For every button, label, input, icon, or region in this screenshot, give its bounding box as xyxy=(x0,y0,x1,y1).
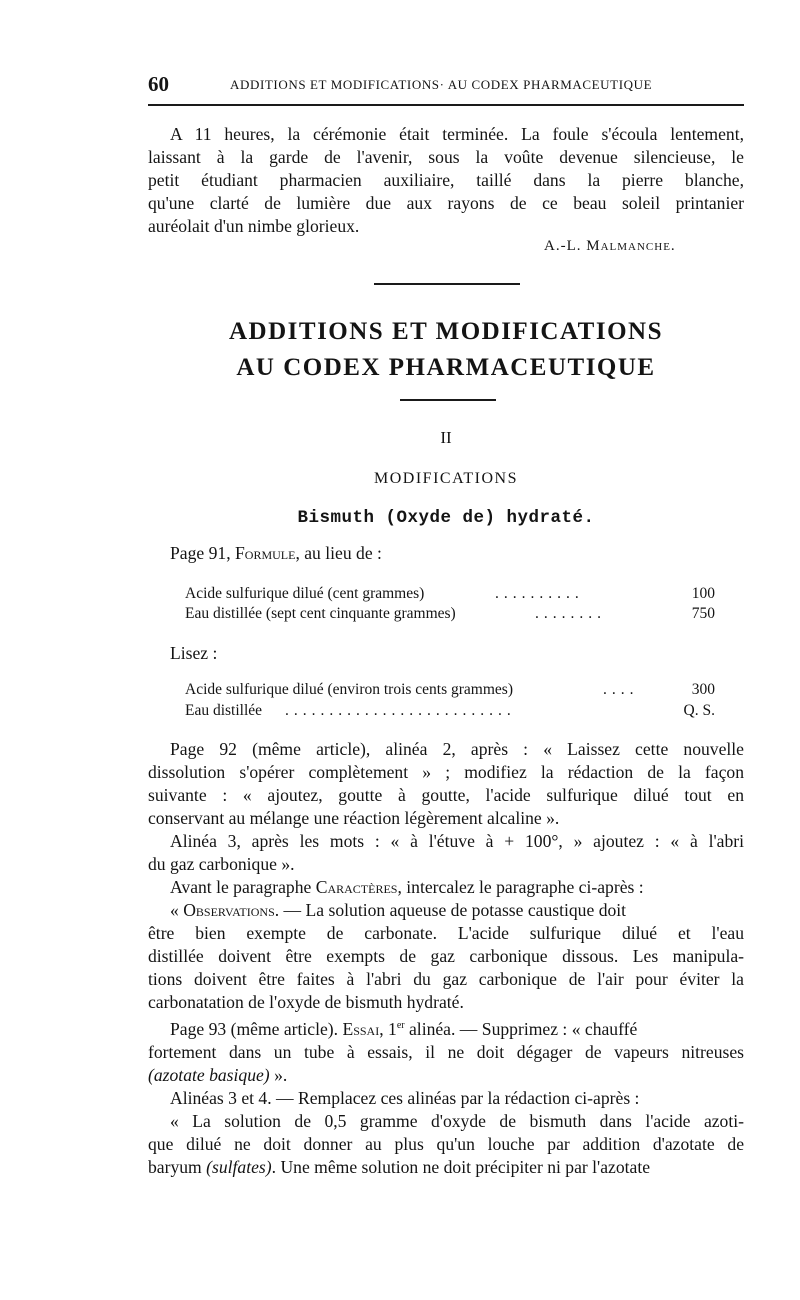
formula-old-row xyxy=(185,605,715,625)
text-line: suivante : « ajoutez, goutte à goutte, l'acide sulfurique dilué tout en xyxy=(148,785,744,805)
ingredient-value: 750 xyxy=(691,605,715,622)
text-line: être bien exempte de carbonate. L'acide sulfurique dilué et l'eau xyxy=(148,923,744,943)
ingredient-value: 100 xyxy=(691,585,715,602)
ingredient-label: Eau distillée xyxy=(185,702,263,719)
para7-after: . Une même solution ne doit précipiter ni par l'azotate xyxy=(271,1156,651,1177)
ingredient-label: Eau distillée (sept cent cinquante grammes) xyxy=(185,605,456,622)
page91-instruction xyxy=(170,543,382,564)
text-line: conservant au mélange une réaction légèrement alcaline ». xyxy=(148,808,560,828)
text-line: Page 92 (même article), alinéa 2, après : « Laissez cette nouvelle xyxy=(170,739,744,759)
page-header xyxy=(148,72,744,98)
header-rule xyxy=(148,104,744,106)
leader-dots: .......................... xyxy=(285,702,516,719)
caracteres-keyword: Caractères xyxy=(315,877,398,897)
page91-prefix: Page 91, xyxy=(170,543,235,563)
body-text xyxy=(148,738,744,1179)
text-line: dissolution s'opérer complètement » ; modifiez la rédaction de la façon xyxy=(148,762,744,782)
superscript: er xyxy=(396,1020,405,1031)
text-line xyxy=(148,1064,744,1087)
formula-old-row xyxy=(185,585,715,605)
title-divider xyxy=(400,399,496,401)
para5-middle: , 1 xyxy=(379,1018,397,1039)
text-line xyxy=(148,899,744,922)
text-line xyxy=(148,1156,744,1179)
essai-keyword: Essai xyxy=(342,1018,380,1039)
text-line: Alinéa 3, après les mots : « à l'étuve à + 100°, » ajoutez : « à l'abri xyxy=(170,831,744,851)
text-line: A 11 heures, la cérémonie était terminée. La foule s'écoula lentement, xyxy=(170,124,744,144)
ingredient-label: Acide sulfurique dilué (environ trois cents grammes) xyxy=(185,681,513,698)
page-number: 60 xyxy=(148,72,169,96)
observations-keyword: Observations xyxy=(183,900,275,920)
subject-heading: Bismuth (Oxyde de) hydraté. xyxy=(297,508,595,528)
text-line: laissant à la garde de l'avenir, sous la voûte devenue silencieuse, le xyxy=(148,147,744,167)
text-line: tions doivent être faites à l'abri du gaz carbonique de l'air pour éviter la xyxy=(148,969,744,989)
para5-close: ». xyxy=(269,1064,288,1085)
para7-before: baryum xyxy=(148,1156,207,1177)
text-line: carbonatation de l'oxyde de bismuth hydraté. xyxy=(148,992,464,1012)
running-head: ADDITIONS ET MODIFICATIONS· AU CODEX PHARMACEUTIQUE xyxy=(230,77,653,92)
text-line: « La solution de 0,5 gramme d'oxyde de bismuth dans l'acide azoti- xyxy=(170,1110,744,1131)
ingredient-label: Acide sulfurique dilué (cent grammes) xyxy=(185,585,425,602)
formula-new-row xyxy=(185,702,715,722)
text-line xyxy=(148,876,744,899)
para5-after: alinéa. — Supprimez : « chauffé xyxy=(404,1018,638,1039)
ingredient-value: 300 xyxy=(691,681,715,698)
leader-dots: .... xyxy=(603,681,639,698)
section-divider xyxy=(374,283,520,285)
leader-dots: .......... xyxy=(495,585,584,602)
author-signature: A.-L. Malmanche. xyxy=(544,238,676,254)
section-number: II xyxy=(440,428,452,447)
text-line: petit étudiant pharmacien auxiliaire, taillé dans la pierre blanche, xyxy=(148,170,744,190)
intro-paragraph xyxy=(148,123,744,238)
lisez-label: Lisez : xyxy=(170,643,218,663)
ingredient-value: Q. S. xyxy=(683,702,715,719)
article-title-line-1: ADDITIONS ET MODIFICATIONS xyxy=(229,318,663,345)
leader-dots: ........ xyxy=(535,605,606,622)
page91-suffix: , au lieu de : xyxy=(295,543,382,563)
section-title: MODIFICATIONS xyxy=(374,470,518,487)
text-line: que dilué ne doit donner au plus qu'un louche par addition d'azotate de xyxy=(148,1133,744,1154)
para4-open-quote: « xyxy=(170,900,184,920)
italic-term: (sulfates) xyxy=(206,1156,272,1177)
article-title-line-2: AU CODEX PHARMACEUTIQUE xyxy=(236,354,656,381)
formule-keyword: Formule xyxy=(235,543,296,563)
italic-term: (azotate basique) xyxy=(148,1064,270,1085)
text-line: qu'une clarté de lumière due aux rayons de ce beau soleil printanier xyxy=(148,193,744,213)
text-line: du gaz carbonique ». xyxy=(148,854,295,874)
para5-before: Page 93 (même article). xyxy=(170,1018,343,1039)
text-line: fortement dans un tube à essais, il ne doit dégager de vapeurs nitreuses xyxy=(148,1041,744,1062)
para3-before: Avant le paragraphe xyxy=(170,877,316,897)
text-line: Alinéas 3 et 4. — Remplacez ces alinéas par la rédaction ci-après : xyxy=(170,1087,640,1108)
para3-after: , intercalez le paragraphe ci-après : xyxy=(397,877,644,897)
text-line xyxy=(148,1014,744,1041)
para4-first-rest: . — La solution aqueuse de potasse caustique doit xyxy=(274,900,627,920)
text-line: auréolait d'un nimbe glorieux. xyxy=(148,216,360,236)
formula-new-row xyxy=(185,681,715,701)
text-line: distillée doivent être exempts de gaz carbonique dissous. Les manipula- xyxy=(148,946,744,966)
